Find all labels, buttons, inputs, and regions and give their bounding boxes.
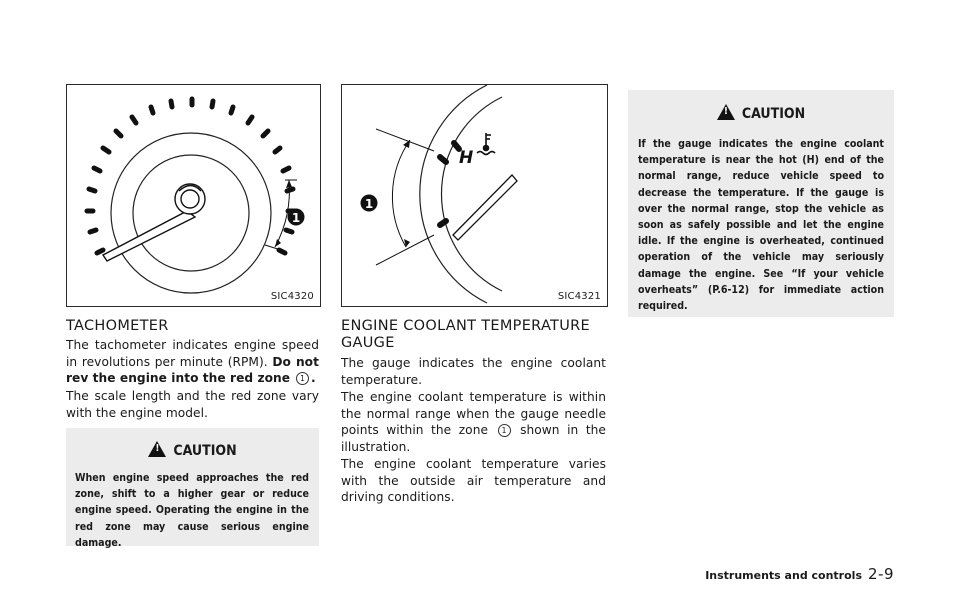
figure-code: SIC4320 [270,291,314,302]
coolant-paragraph-3: The engine coolant temperature varies with the outside air temperature and driving conditions. [341,457,606,505]
tachometer-caution-box [66,428,319,549]
coolant-paragraph-1: The gauge indicates the engine coolant temperature. [341,356,606,387]
tachometer-needle [103,184,205,261]
tachometer-illustration [67,85,320,306]
coolant-temperature-icon [477,133,495,155]
coolant-paragraph-2-end: shown in the illustration. [341,423,606,454]
coolant-gauge-figure [341,84,608,307]
caution-text: If the gauge indicates the engine coolant temperature is near the hot (H) end of the normal range, reduce vehicle speed to decrease the temperature. If the gauge is over the normal range, stop the vehicle as soon as safely possible and let the engine idle. If the engine is overheated, continued operation of the vehicle may seriously damage the engine. See “If your vehicle overheats” (P.6-12) for immediate action required. [638,138,884,313]
tachometer-figure [66,84,321,307]
tachometer-heading: TACHOMETER [66,318,169,334]
caution-text: When engine speed approaches the red zone, shift to a higher gear or reduce engine speed. Operating the engine in the red zone may cause serious engine damage. [75,472,309,549]
page-number: 2-9 [868,565,894,583]
tachometer-paragraph-1: The tachometer indicates engine speed in revolutions per minute (RPM). Do not rev the engine into the red zone 1 . [66,338,319,386]
warning-icon: ! [717,104,735,120]
coolant-paragraph-2-start: The engine coolant temperature is within the normal range when the gauge needle points within the zone [341,390,606,438]
warning-icon: ! [148,441,166,457]
coolant-gauge-illustration [342,85,607,306]
caution-heading [628,104,894,122]
section-title: Instruments and controls [705,569,862,582]
coolant-callout: 1 [364,197,374,211]
caution-heading [66,441,319,459]
caution-title: CAUTION [741,106,806,122]
zone-marker: 1 [498,424,511,437]
coolant-caution-box [628,90,894,317]
page-footer [705,565,894,583]
tachometer-paragraph-2: The scale length and the red zone vary with the engine model. [66,389,319,420]
tachometer-callout: 1 [291,211,301,225]
figure-code: SIC4321 [557,291,601,302]
tachometer-ticks [87,99,294,253]
tachometer-warning-bold: Do not rev the engine into the red zone [66,354,319,386]
tachometer-paragraph-1-text: The tachometer indicates engine speed in revolutions per minute (RPM). [66,338,319,369]
zone-marker: 1 [296,372,309,385]
caution-title: CAUTION [173,443,237,459]
hot-mark: H [459,148,474,168]
coolant-heading: ENGINE COOLANT TEMPERATURE GAUGE [341,318,590,351]
coolant-paragraph-2 [341,389,606,455]
